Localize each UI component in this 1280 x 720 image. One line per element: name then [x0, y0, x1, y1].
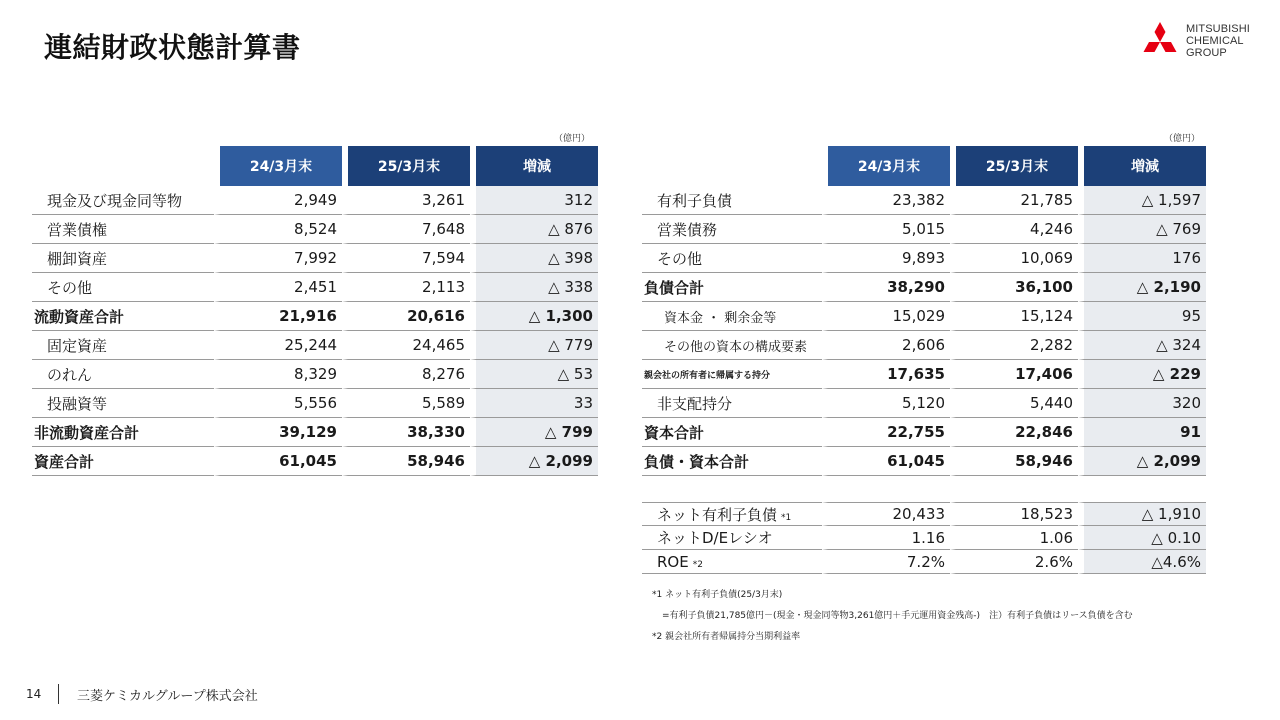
- row-label: 資産合計: [32, 447, 214, 476]
- table-row: [32, 215, 598, 244]
- row-label: ROE *2: [642, 550, 822, 574]
- table-row: [32, 360, 598, 389]
- value-25-3: 8,276: [342, 360, 470, 389]
- table-row: [642, 215, 1206, 244]
- value-change: △ 324: [1078, 331, 1206, 360]
- value-change: △ 1,910: [1078, 502, 1206, 526]
- value-change: △ 2,099: [1078, 447, 1206, 476]
- row-label: 資本金 ・ 剰余金等: [642, 302, 822, 331]
- row-label: その他の資本の構成要素: [642, 331, 822, 360]
- value-25-3: 15,124: [950, 302, 1078, 331]
- value-25-3: 7,594: [342, 244, 470, 273]
- value-24-3: 8,329: [214, 360, 342, 389]
- table-row: [642, 418, 1206, 447]
- page-title: 連結財政状態計算書: [44, 31, 301, 64]
- three-diamonds-icon: [1138, 22, 1182, 62]
- value-change: △ 398: [470, 244, 598, 273]
- value-25-3: 2,282: [950, 331, 1078, 360]
- row-label: 親会社の所有者に帰属する持分: [642, 360, 822, 389]
- row-label: 非支配持分: [642, 389, 822, 418]
- value-25-3: 22,846: [950, 418, 1078, 447]
- value-24-3: 22,755: [822, 418, 950, 447]
- value-24-3: 7,992: [214, 244, 342, 273]
- value-24-3: 8,524: [214, 215, 342, 244]
- value-25-3: 5,440: [950, 389, 1078, 418]
- footnote-mark: *1: [781, 512, 792, 523]
- row-label: 負債・資本合計: [642, 447, 822, 476]
- value-24-3: 5,556: [214, 389, 342, 418]
- value-change: △ 799: [470, 418, 598, 447]
- row-label: 棚卸資産: [32, 244, 214, 273]
- header-24-3: 24/3月末: [822, 146, 950, 186]
- value-change: 312: [470, 186, 598, 215]
- value-25-3: 38,330: [342, 418, 470, 447]
- row-label: 流動資産合計: [32, 302, 214, 331]
- value-25-3: 4,246: [950, 215, 1078, 244]
- header-25-3: 25/3月末: [950, 146, 1078, 186]
- table-row: [642, 302, 1206, 331]
- value-25-3: 18,523: [950, 502, 1078, 526]
- value-24-3: 7.2%: [822, 550, 950, 574]
- table-row: [642, 502, 1206, 526]
- row-label: ネットD/Eレシオ: [642, 526, 822, 550]
- liabilities-equity-table: [642, 146, 1206, 476]
- value-change: △ 2,190: [1078, 273, 1206, 302]
- value-change: 320: [1078, 389, 1206, 418]
- footnotes: [652, 585, 1133, 648]
- value-change: 176: [1078, 244, 1206, 273]
- header-change: 増減: [1078, 146, 1206, 186]
- table-row: [642, 331, 1206, 360]
- row-label: 投融資等: [32, 389, 214, 418]
- value-24-3: 61,045: [214, 447, 342, 476]
- value-25-3: 21,785: [950, 186, 1078, 215]
- value-25-3: 20,616: [342, 302, 470, 331]
- value-change: 33: [470, 389, 598, 418]
- value-25-3: 3,261: [342, 186, 470, 215]
- row-label: その他: [32, 273, 214, 302]
- row-label: ネット有利子負債 *1: [642, 502, 822, 526]
- table-row: [642, 447, 1206, 476]
- table-row: [32, 273, 598, 302]
- value-change: △ 1,597: [1078, 186, 1206, 215]
- row-label: 有利子負債: [642, 186, 822, 215]
- value-25-3: 2.6%: [950, 550, 1078, 574]
- value-25-3: 58,946: [950, 447, 1078, 476]
- row-label: 固定資産: [32, 331, 214, 360]
- value-25-3: 2,113: [342, 273, 470, 302]
- row-label: 営業債権: [32, 215, 214, 244]
- value-24-3: 20,433: [822, 502, 950, 526]
- row-label: 負債合計: [642, 273, 822, 302]
- page-number: 14: [26, 687, 42, 701]
- table-row: [642, 550, 1206, 574]
- value-24-3: 1.16: [822, 526, 950, 550]
- value-change: △ 229: [1078, 360, 1206, 389]
- unit-label-right: （億円）: [1163, 134, 1200, 144]
- value-24-3: 21,916: [214, 302, 342, 331]
- value-24-3: 2,451: [214, 273, 342, 302]
- value-24-3: 2,606: [822, 331, 950, 360]
- value-24-3: 9,893: [822, 244, 950, 273]
- row-label: その他: [642, 244, 822, 273]
- logo-wordmark: MITSUBISHI CHEMICAL GROUP: [1186, 23, 1250, 59]
- footnote-1: *1 ネット有利子負債(25/3月末): [652, 590, 783, 600]
- value-24-3: 39,129: [214, 418, 342, 447]
- row-label: のれん: [32, 360, 214, 389]
- table-row: [32, 186, 598, 215]
- footnote-mark: *2: [692, 559, 703, 570]
- value-24-3: 15,029: [822, 302, 950, 331]
- header-blank: [32, 146, 214, 186]
- row-label: 現金及び現金同等物: [32, 186, 214, 215]
- value-change: △4.6%: [1078, 550, 1206, 574]
- table-row: [32, 302, 598, 331]
- table-row: [642, 273, 1206, 302]
- value-24-3: 17,635: [822, 360, 950, 389]
- table-row: [642, 186, 1206, 215]
- value-change: △ 876: [470, 215, 598, 244]
- assets-table: [32, 146, 598, 476]
- value-change: △ 779: [470, 331, 598, 360]
- value-24-3: 61,045: [822, 447, 950, 476]
- ratios-table: [642, 502, 1206, 574]
- value-change: △ 769: [1078, 215, 1206, 244]
- footer: [26, 684, 258, 704]
- value-change: 95: [1078, 302, 1206, 331]
- value-change: △ 53: [470, 360, 598, 389]
- table-row: [32, 447, 598, 476]
- value-24-3: 5,015: [822, 215, 950, 244]
- table-row: [32, 418, 598, 447]
- value-change: △ 2,099: [470, 447, 598, 476]
- header-25-3: 25/3月末: [342, 146, 470, 186]
- value-25-3: 58,946: [342, 447, 470, 476]
- table-row: [642, 526, 1206, 550]
- value-25-3: 7,648: [342, 215, 470, 244]
- row-label: 非流動資産合計: [32, 418, 214, 447]
- value-24-3: 5,120: [822, 389, 950, 418]
- table-row: [642, 360, 1206, 389]
- row-label: 営業債務: [642, 215, 822, 244]
- value-24-3: 2,949: [214, 186, 342, 215]
- value-change: △ 0.10: [1078, 526, 1206, 550]
- value-24-3: 23,382: [822, 186, 950, 215]
- footnote-2: *2 親会社所有者帰属持分当期利益率: [652, 632, 801, 642]
- value-25-3: 36,100: [950, 273, 1078, 302]
- table-row: [32, 389, 598, 418]
- footer-divider: [58, 684, 59, 704]
- header-24-3: 24/3月末: [214, 146, 342, 186]
- value-25-3: 10,069: [950, 244, 1078, 273]
- value-25-3: 5,589: [342, 389, 470, 418]
- table-row: [32, 244, 598, 273]
- value-change: 91: [1078, 418, 1206, 447]
- unit-label-left: （億円）: [553, 134, 590, 144]
- table-row: [642, 389, 1206, 418]
- row-label: 資本合計: [642, 418, 822, 447]
- value-change: △ 338: [470, 273, 598, 302]
- header-blank: [642, 146, 822, 186]
- value-24-3: 25,244: [214, 331, 342, 360]
- company-name: 三菱ケミカルグループ株式会社: [77, 688, 258, 704]
- value-25-3: 17,406: [950, 360, 1078, 389]
- value-25-3: 1.06: [950, 526, 1078, 550]
- header-change: 増減: [470, 146, 598, 186]
- value-24-3: 38,290: [822, 273, 950, 302]
- footnote-1-detail: =有利子負債21,785億円－(現金・現金同等物3,261億円＋手元運用資金残高-) 注）有利子負債はリース負債を含む: [662, 611, 1133, 621]
- value-change: △ 1,300: [470, 302, 598, 331]
- table-row: [642, 244, 1206, 273]
- table-row: [32, 331, 598, 360]
- company-logo: [1138, 22, 1262, 64]
- value-25-3: 24,465: [342, 331, 470, 360]
